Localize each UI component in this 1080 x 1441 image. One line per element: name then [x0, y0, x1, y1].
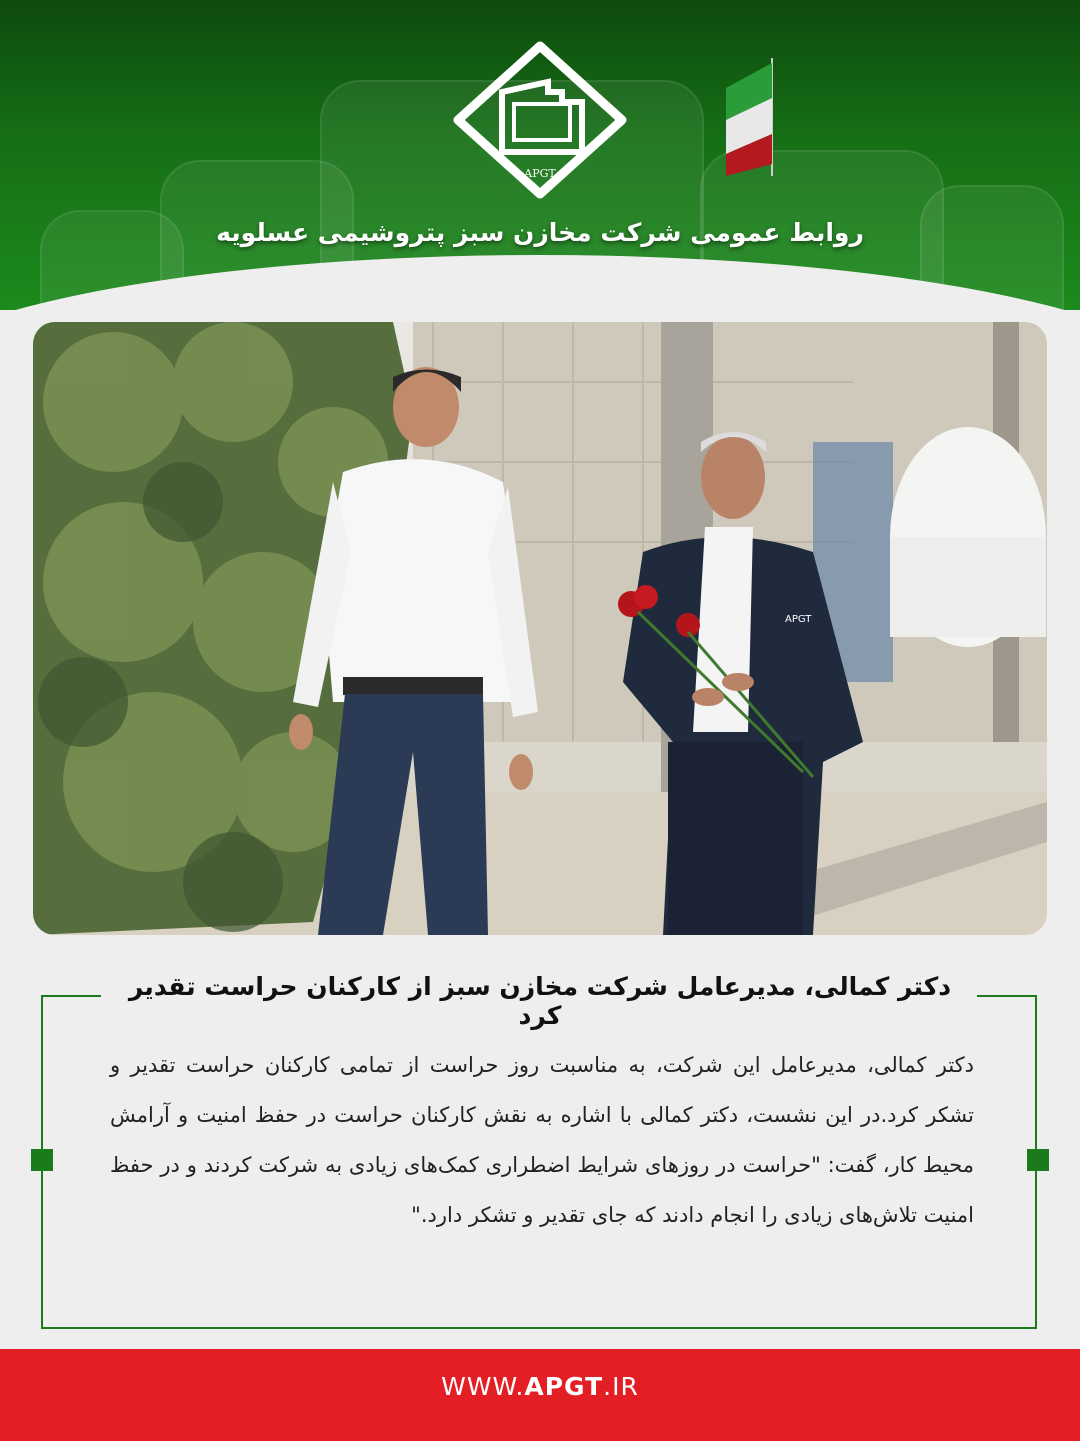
jacket-logo: APGT: [785, 614, 812, 625]
frame-marker-right: [1027, 1149, 1049, 1171]
frame-top-right: [977, 995, 1037, 997]
frame-top-left: [41, 995, 101, 997]
site-prefix: WWW.: [441, 1372, 525, 1401]
site-brand: APGT: [524, 1372, 604, 1401]
apgt-logo-icon: [452, 40, 628, 200]
news-photo: [33, 322, 1047, 935]
website-link[interactable]: [0, 1372, 1080, 1401]
organization-name: روابط عمومی شرکت مخازن سبز پتروشیمی عسلویه: [216, 218, 864, 247]
article-body: دکتر کمالی، مدیرعامل این شرکت، به مناسبت روز حراست از تمامی کارکنان حراست تقدیر و تشکر کرد.در این نشست، دکتر کمالی با اشاره به نقش کارکنان حراست در حفظ امنیت و آرامش محیط کار، گفت: "حراست در روزهای شرایط اضطراری کمک‌های زیادی به شرکت کردند و در حفظ امنیت تلاش‌های زیادی را انجام دادند که جای تقدیر و تشکر دارد.": [110, 1053, 974, 1227]
header-banner: [0, 0, 1080, 310]
photo-illustration: [33, 322, 1047, 935]
logo-text: APGT: [524, 167, 556, 180]
site-suffix: .IR: [603, 1372, 639, 1401]
frame-marker-left: [31, 1149, 53, 1171]
article-headline: دکتر کمالی، مدیرعامل شرکت مخازن سبز از کارکنان حراست تقدیر کرد: [128, 972, 952, 1030]
iran-flag-icon: [722, 58, 776, 176]
